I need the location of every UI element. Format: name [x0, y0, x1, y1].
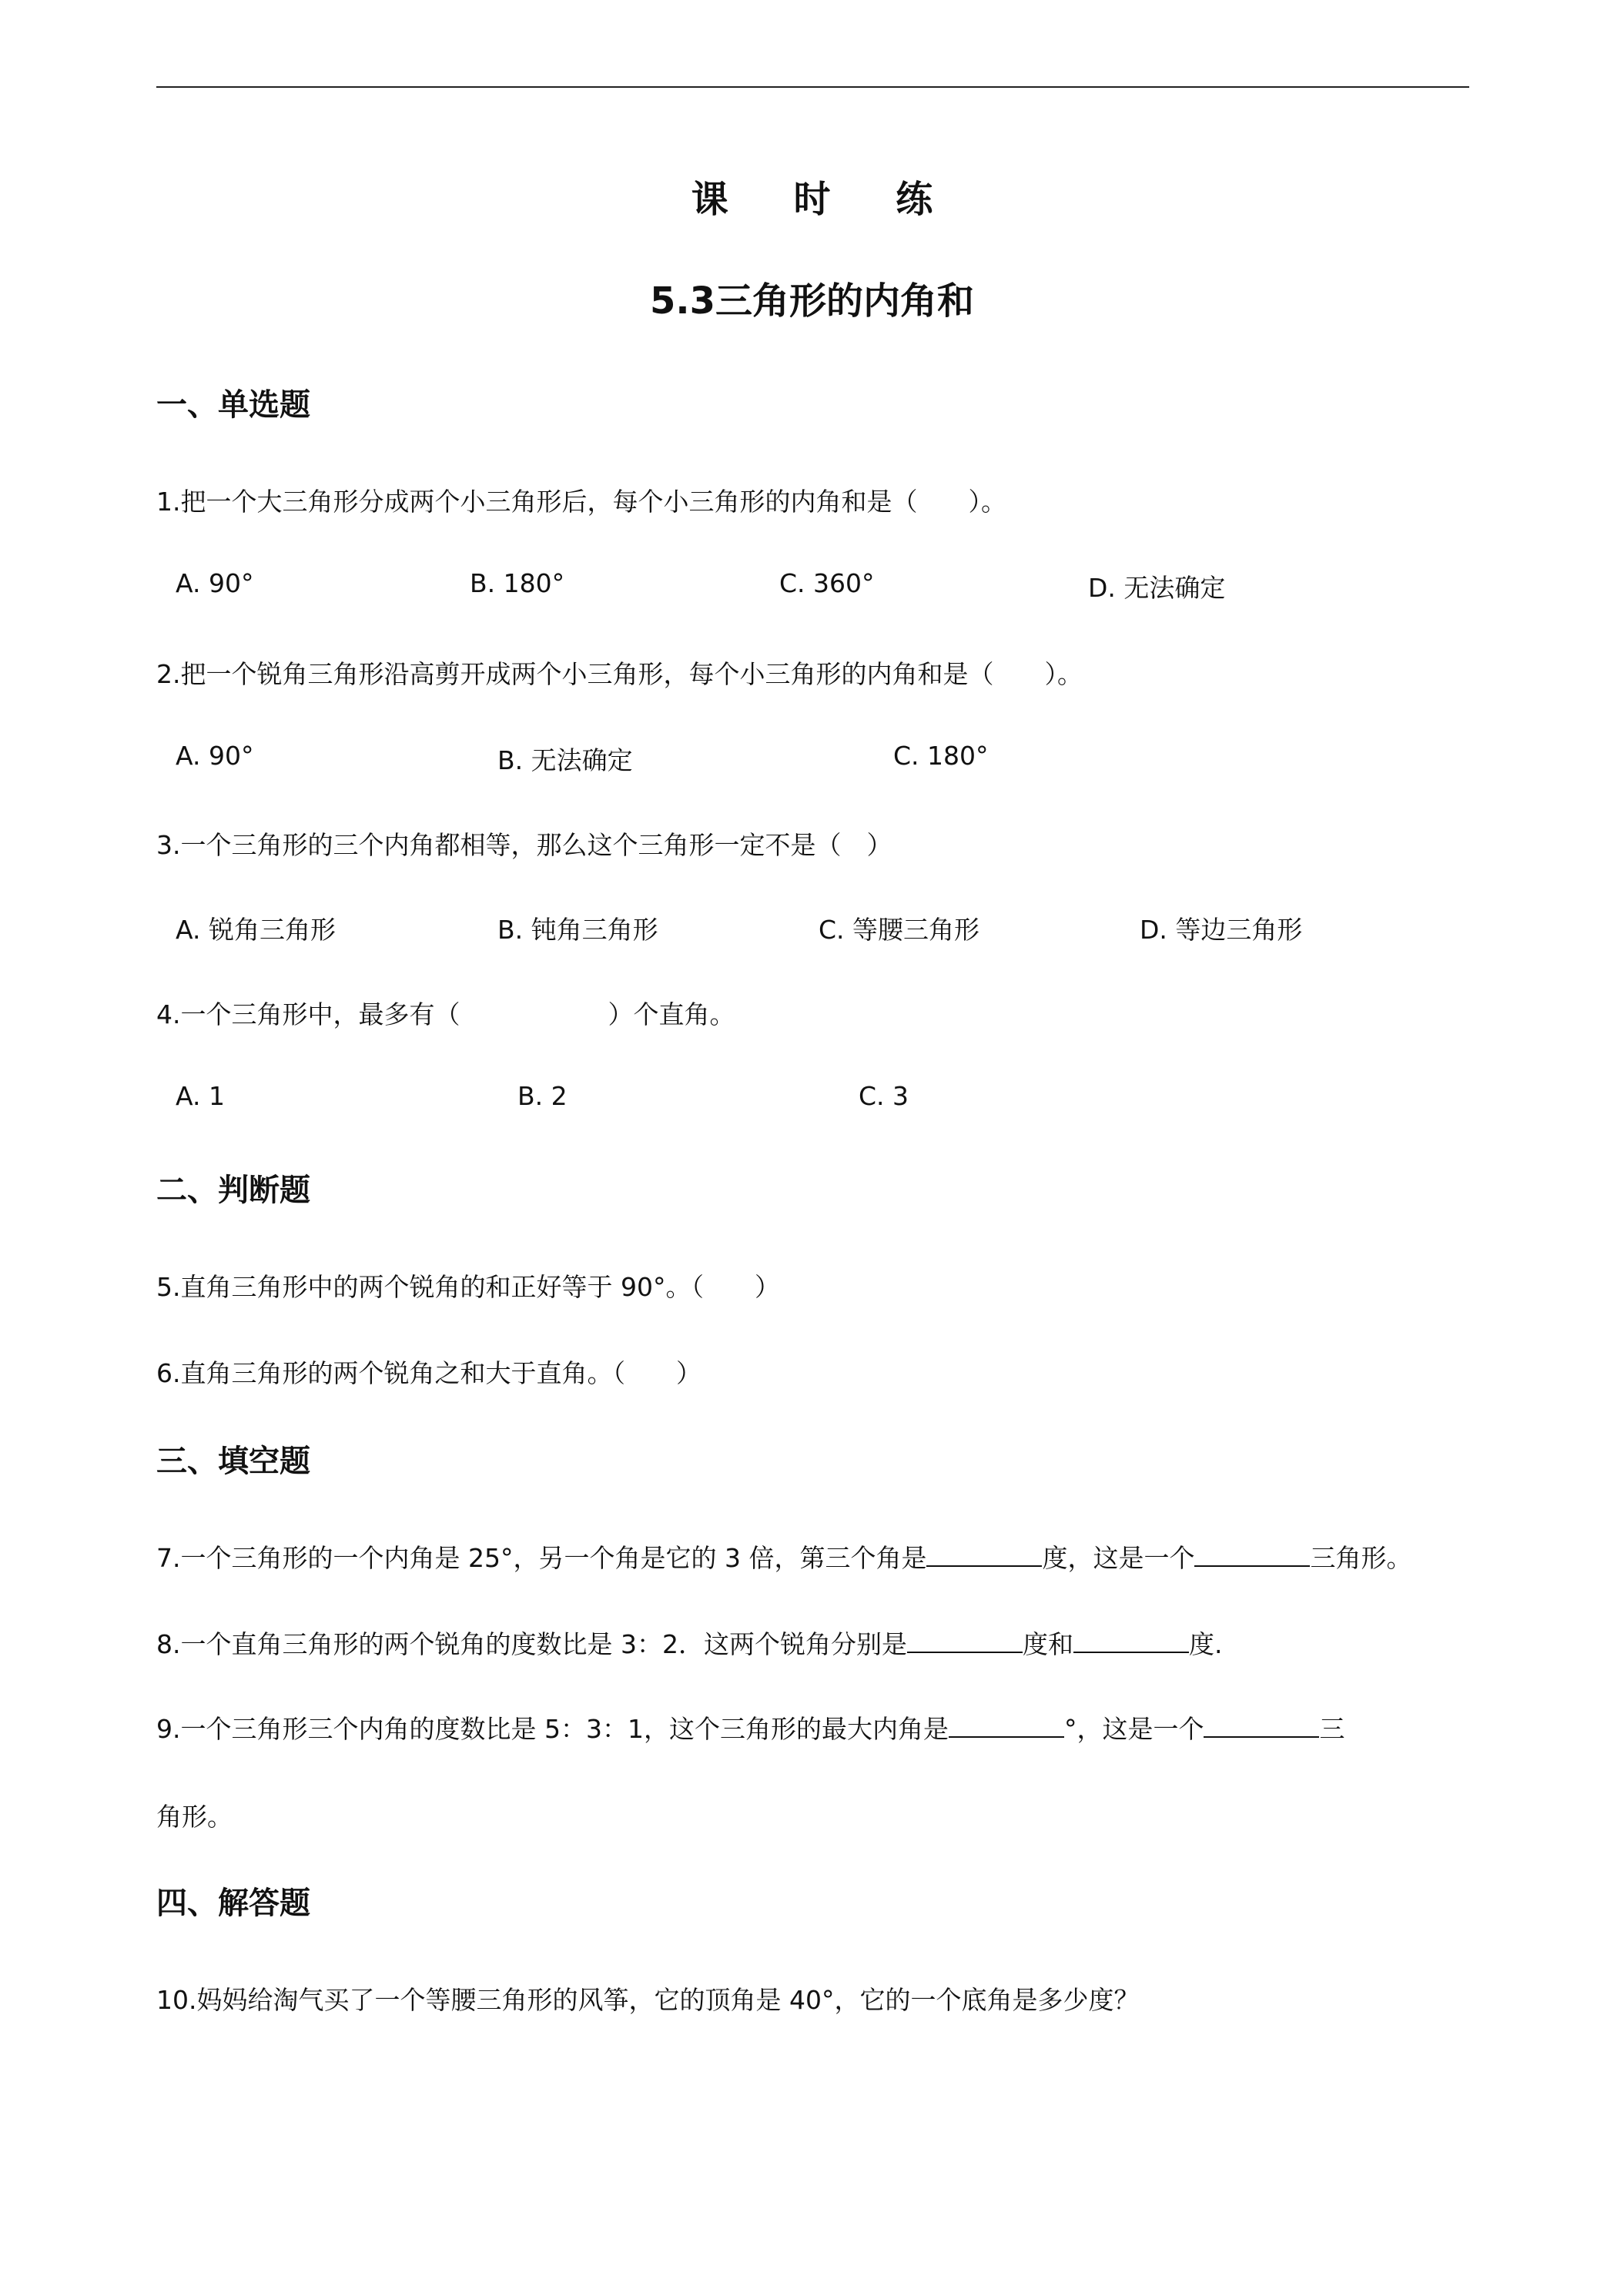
q4-option-c: C. 3 [859, 1081, 909, 1111]
q9-blank-2[interactable] [1204, 1713, 1319, 1738]
q7-text-1: 7.一个三角形的一个内角是 25°，另一个角是它的 3 倍，第三个角是 [156, 1543, 927, 1573]
q1-option-c: C. 360° [779, 568, 875, 598]
q8-blank-1[interactable] [907, 1628, 1023, 1653]
q4-option-a: A. 1 [176, 1081, 225, 1111]
page-title: 课 时 练 [691, 178, 959, 221]
question-1: 1.把一个大三角形分成两个小三角形后，每个小三角形的内角和是（ ）。 [156, 487, 1006, 517]
q8-text-1: 8.一个直角三角形的两个锐角的度数比是 3：2．这两个锐角分别是 [156, 1629, 907, 1659]
q2-option-b: B. 无法确定 [497, 745, 633, 775]
question-4 [156, 995, 735, 1031]
q3-option-c: C. 等腰三角形 [819, 915, 980, 945]
q3-option-b: B. 钝角三角形 [497, 915, 658, 945]
q3-option-a: A. 锐角三角形 [176, 915, 336, 945]
question-8 [156, 1625, 1222, 1661]
question-3: 3.一个三角形的三个内角都相等，那么这个三角形一定不是（ ） [156, 830, 892, 860]
q9-blank-1[interactable] [949, 1713, 1064, 1738]
q2-option-a: A. 90° [176, 741, 254, 771]
q1-option-a: A. 90° [176, 568, 254, 598]
q1-option-b: B. 180° [470, 568, 565, 598]
question-2: 2.把一个锐角三角形沿高剪开成两个小三角形，每个小三角形的内角和是（ ）。 [156, 659, 1083, 689]
q7-text-2: 度，这是一个 [1042, 1543, 1195, 1573]
q9-text-2: °，这是一个 [1063, 1714, 1204, 1744]
q7-blank-1[interactable] [926, 1542, 1042, 1567]
question-6: 6.直角三角形的两个锐角之和大于直角。（ ） [156, 1358, 702, 1388]
q7-text-3: 三角形。 [1310, 1543, 1412, 1573]
q9-text-3: 三 [1319, 1714, 1345, 1744]
q4-text-before: 4.一个三角形中，最多有（ [156, 999, 460, 1029]
question-10: 10.妈妈给淘气买了一个等腰三角形的风筝，它的顶角是 40°，它的一个底角是多少度？ [156, 1985, 1140, 2015]
q4-text-after: ）个直角。 [608, 999, 735, 1029]
section-heading-single-choice: 一、单选题 [156, 387, 310, 423]
header-rule [156, 86, 1469, 88]
q1-option-d: D. 无法确定 [1088, 573, 1226, 603]
q8-text-3: 度. [1188, 1629, 1223, 1659]
q4-option-b: B. 2 [517, 1081, 568, 1111]
section-heading-true-false: 二、判断题 [156, 1173, 310, 1208]
question-9-continued: 角形。 [156, 1802, 233, 1832]
section-heading-solve: 四、解答题 [156, 1886, 310, 1921]
question-5: 5.直角三角形中的两个锐角的和正好等于 90°。（ ） [156, 1272, 780, 1302]
question-7 [156, 1538, 1411, 1575]
q3-option-d: D. 等边三角形 [1140, 915, 1303, 945]
q8-text-2: 度和 [1022, 1629, 1073, 1659]
q8-blank-2[interactable] [1073, 1628, 1189, 1653]
page-subtitle: 5.3三角形的内角和 [649, 279, 975, 323]
q9-text-1: 9.一个三角形三个内角的度数比是 5：3：1，这个三角形的最大内角是 [156, 1714, 949, 1744]
section-heading-fill-blank: 三、填空题 [156, 1444, 310, 1479]
q7-blank-2[interactable] [1194, 1542, 1310, 1567]
q2-option-c: C. 180° [893, 741, 989, 771]
question-9 [156, 1709, 1344, 1745]
